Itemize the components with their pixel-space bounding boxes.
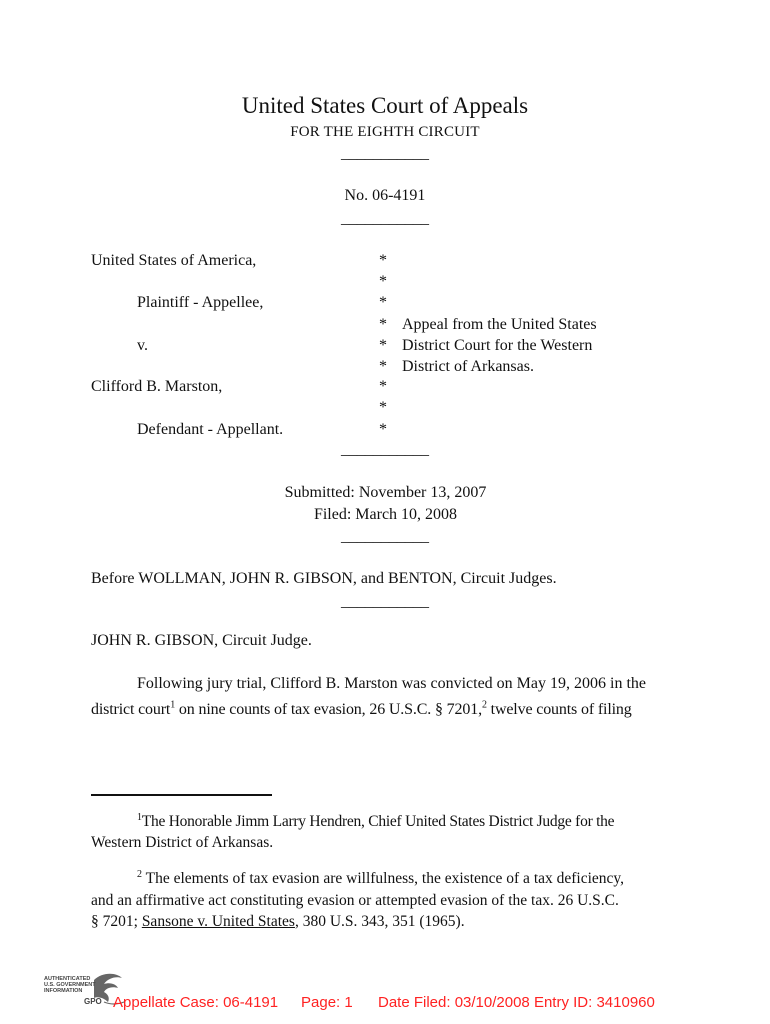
caption-star: * xyxy=(379,273,387,290)
body-text-segment: twelve counts of filing xyxy=(486,701,632,718)
defendant-role: Defendant - Appellant. xyxy=(137,421,284,438)
appeal-line: Appeal from the United States xyxy=(402,316,597,333)
gpo-text-line: AUTHENTICATED xyxy=(44,976,91,982)
caption-star: * xyxy=(379,316,387,333)
plaintiff-name: United States of America, xyxy=(91,252,257,269)
footnote-mark: 1 xyxy=(137,811,142,823)
appeal-line: District of Arkansas. xyxy=(402,358,534,375)
case-citation: Sansone v. United States xyxy=(141,913,295,930)
gpo-text-line: INFORMATION xyxy=(44,988,83,994)
court-title: United States Court of Appeals xyxy=(241,93,529,118)
footnote-2-line: and an affirmative act constituting evasion or attempted evasion of the tax. 26 U.S.C. xyxy=(91,892,619,909)
docket-number: No. 06-4191 xyxy=(344,187,426,204)
footer-case-number: Appellate Case: 06-4191 xyxy=(113,994,279,1011)
gpo-mark: GPO xyxy=(84,997,102,1006)
footnote-2-line xyxy=(91,913,465,931)
caption-star: * xyxy=(379,378,387,395)
appeal-line: District Court for the Western xyxy=(402,337,593,354)
circuit-name: FOR THE EIGHTH CIRCUIT xyxy=(290,124,480,140)
footnote-2-line xyxy=(137,870,624,888)
versus: v. xyxy=(137,337,148,354)
body-text-segment: on nine counts of tax evasion, 26 U.S.C. § 7201, xyxy=(175,701,482,718)
opinion-body-line: Following jury trial, Clifford B. Marston was convicted on May 19, 2006 in the xyxy=(137,675,646,692)
plaintiff-role: Plaintiff - Appellee, xyxy=(137,294,264,311)
caption-rule: ___________ xyxy=(341,441,429,458)
footnote-ref: 1 xyxy=(170,699,176,711)
header-rule: ___________ xyxy=(341,210,429,227)
footnote-text: , 380 U.S. 343, 351 (1965). xyxy=(294,913,465,930)
caption-star: * xyxy=(379,294,387,311)
body-text-segment: district court xyxy=(91,701,171,718)
gpo-text-line: U.S. GOVERNMENT xyxy=(44,982,96,988)
filed-date: Filed: March 10, 2008 xyxy=(313,506,458,523)
footnote-mark: 2 xyxy=(137,868,142,880)
footnote-ref: 2 xyxy=(481,699,487,711)
gpo-text xyxy=(44,976,96,994)
footnote-text: The elements of tax evasion are willfulness, the existence of a tax deficiency, xyxy=(142,870,625,887)
footnote-text: § 7201; xyxy=(91,913,142,930)
footnote-text: The Honorable Jimm Larry Hendren, Chief United States District Judge for the xyxy=(141,813,615,830)
footnote-divider xyxy=(91,794,272,796)
caption-star: * xyxy=(379,252,387,269)
dates-rule: ___________ xyxy=(341,528,429,545)
caption-star: * xyxy=(379,399,387,416)
submitted-date: Submitted: November 13, 2007 xyxy=(284,484,487,501)
footnote-1-line: Western District of Arkansas. xyxy=(91,834,274,851)
opinion-body-line xyxy=(91,701,632,719)
footer-page-number: Page: 1 xyxy=(301,994,353,1011)
panel-rule: ___________ xyxy=(341,593,429,610)
caption-star: * xyxy=(379,358,387,375)
caption-star: * xyxy=(379,337,387,354)
defendant-name: Clifford B. Marston, xyxy=(91,378,223,395)
footer-date-entry: Date Filed: 03/10/2008 Entry ID: 3410960 xyxy=(378,994,655,1011)
panel-judges: Before WOLLMAN, JOHN R. GIBSON, and BENTON, Circuit Judges. xyxy=(91,570,557,587)
footnote-1-line xyxy=(137,813,614,831)
opinion-author: JOHN R. GIBSON, Circuit Judge. xyxy=(91,632,312,649)
header-rule: ___________ xyxy=(341,145,429,162)
caption-star: * xyxy=(379,421,387,438)
